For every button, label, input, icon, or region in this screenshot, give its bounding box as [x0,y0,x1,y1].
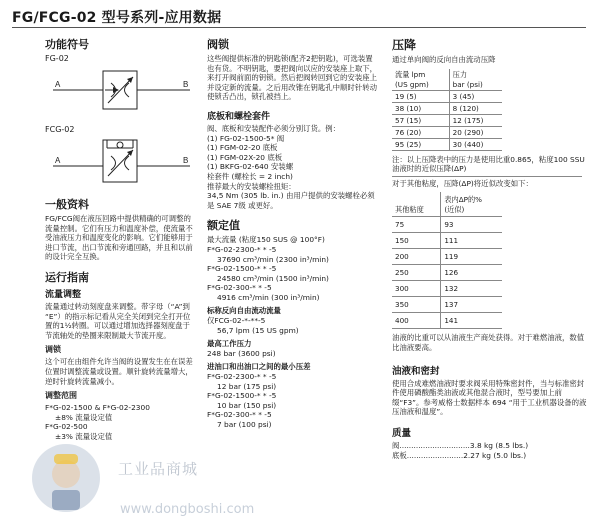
weight-row [392,441,587,451]
port-b-label: B [183,80,189,89]
oil-note: 油液的比重可以从油液生产商处获得。对于难燃油液，数值比油液要高。 [392,333,585,352]
table-row [392,281,502,297]
port-a-label: A [55,156,61,165]
table-cell: 20 (290) [449,126,502,138]
fg-symbol-label: FG-02 [45,54,69,63]
table-row [392,265,502,281]
weight-row [392,451,587,461]
reverse-flow-label: 标称反向自由流动流量 [207,306,281,316]
table-header: 其他粘度 [392,192,441,217]
table-cell: 19 (5) [392,90,449,102]
pressure-drop-table [392,69,502,151]
table-row [392,249,502,265]
max-pressure-value: 248 bar (3600 psi) [207,348,276,358]
table-header: 压力 bar (psi) [449,69,502,91]
column-left [45,36,197,442]
table-header: 流量 lpm (US gpm) [392,69,449,91]
table-row [392,297,502,313]
fcg-symbol-label: FCG-02 [45,125,75,134]
column-middle [207,36,377,430]
table-cell: 137 [441,297,502,313]
locking-heading: 调锁 [45,345,61,355]
table-cell: 119 [441,249,502,265]
table-cell: 132 [441,281,502,297]
max-flow-model: F*G-02-2300-* * -5 [207,244,277,254]
fluid-heading: 油液和密封 [392,365,440,377]
table-cell: 126 [441,265,502,281]
pressure-heading: 压降 [392,38,417,52]
table-cell: 30 (440) [449,138,502,150]
port-a-label: A [55,80,61,89]
table-cell: 75 [392,217,441,233]
min-diff-value: 10 bar (150 psi) [217,400,277,410]
title-divider [12,27,586,28]
fg-valve-symbol [45,65,197,115]
flow-adjust-heading: 流量调整 [45,289,82,300]
reverse-flow-model: 仅FCG-02-*-**-5 [207,316,266,326]
table-row [392,114,502,126]
min-diff-value: 7 bar (100 psi) [217,420,272,429]
torque-value: 34,5 Nm (305 lb. in.) 由用户提供的安装螺栓必须是 SAE 7级 或更好。 [207,191,375,210]
subplate-item: (1) BKFG-02-640 安装螺 [207,162,294,172]
weight-dots: ........................ [406,450,464,460]
range-line: F*G-02-1500 & F*G-02-2300 [45,403,150,413]
table-row [392,102,502,114]
max-flow-value: 4916 cm³/min (300 in³/min) [217,292,320,302]
max-flow-label: 最大流量 (粘度150 SUS @ 100°F) [207,235,325,245]
operation-heading: 运行指南 [45,270,89,284]
locking-text: 这个可在由组件允许当阀的设置发生在在误差位置时调整流量或设置。顺针旋转流量增大，逆时针旋转流量减小。 [45,357,193,386]
table-row [392,126,502,138]
table-cell: 141 [441,313,502,329]
max-flow-model: F*G-02-1500-* * -5 [207,264,277,274]
weight-label: 底板 [392,450,407,460]
ratings-heading: 额定值 [207,219,240,233]
reverse-flow-value: 56,7 lpm (15 US gpm) [217,325,299,335]
subplate-item: (1) FGM-02X-20 底板 [207,152,283,162]
torque-text: 推荐最大的安装螺栓扭矩： [207,181,296,191]
lock-text: 这些阀提供标准的钥匙锁(配齐2把钥匙)，可选装置也有货。不明钥匙，要把阀向以应的安装座上取下，来打开阀前面的钥锁。然后把阀转回到它的安装座上并设定新的流量。之后用改锥在钥匙孔中顺时针转动使锁舌凸出，锁孔被挡上。 [207,54,377,102]
table-cell: 400 [392,313,441,329]
min-diff-model: F*G-02-2300-* * -5 [207,372,277,382]
min-diff-model: F*G-02-1500-* * -5 [207,391,277,401]
watermark-text: 工业品商城 [118,460,199,478]
max-flow-value: 37690 cm³/min (2300 in³/min) [217,254,329,264]
table-header: 表内ΔP的% (近似) [441,192,502,217]
min-diff-value: 12 bar (175 psi) [217,381,277,391]
fcg-valve-symbol [45,136,197,186]
lock-heading: 阀锁 [207,38,229,51]
subplate-text: 阀、底板和安装配件必须分别订货。例： [207,123,341,133]
watermark-url: www.dongboshi.com [120,502,255,517]
range-line: ±8% 流量设定值 [55,412,113,422]
table-cell: 3 (45) [449,90,502,102]
range-line: F*G-02-500 [45,422,88,432]
table-row [392,138,502,150]
page-title: FG/FCG-02 型号系列-应用数据 [12,10,222,26]
table-cell: 38 (10) [392,102,449,114]
symbols-heading: 功能符号 [45,38,89,51]
table-cell: 150 [392,233,441,249]
max-flow-model: F*G-02-300-* * -5 [207,283,272,293]
table-row [392,217,502,233]
other-viscosity-text: 对于其他粘度，压降(ΔP)将近似改变如下： [392,178,533,188]
weight-heading: 质量 [392,427,412,439]
column-right [392,36,587,460]
table-row [392,90,502,102]
viscosity-table [392,192,502,329]
table-cell: 250 [392,265,441,281]
min-diff-model: F*G-02-300-* * -5 [207,410,272,420]
table-cell: 200 [392,249,441,265]
table-cell: 76 (20) [392,126,449,138]
table-cell: 12 (175) [449,114,502,126]
subplate-item: 栓套件 (螺栓长 = 2 inch) [207,171,293,181]
pressure-subtitle: 通过单向阀的反向自由流动压降 [392,55,496,64]
table-cell: 8 (120) [449,102,502,114]
min-diff-label: 进油口和出油口之间的最小压差 [207,362,311,372]
table-cell: 300 [392,281,441,297]
table-cell: 93 [441,217,502,233]
table-cell: 111 [441,233,502,249]
table-cell: 350 [392,297,441,313]
weight-label: 阀 [392,440,400,450]
table-row [392,233,502,249]
port-b-label: B [183,156,189,165]
weight-dots: .............................. [399,440,470,450]
range-line: ±3% 流量设定值 [55,431,113,441]
general-text: FG/FCG阀在液压回路中提供精确的可调整的流量控制。它们有压力和温度补偿，使流量不受油液压力和温度变化的影响。它们能够用于进口节流，出口节流和旁通回路，并且和以前的设计完全互换。 [45,214,193,262]
max-pressure-label: 最高工作压力 [207,339,252,349]
table-cell: 57 (15) [392,114,449,126]
subplate-item: (1) FG-02-1500-5* 阀 [207,133,285,143]
flow-adjust-text: 流量通过转动刻度盘来调整。带字母（“A”到 “E”）的指示标记看从完全关闭到完全打开位置的1½转圈。可以通过增加选择器刻度盘于节流轴处的垫圈来限制最大节流开度。 [45,301,191,340]
weight-value: 3.8 kg (8.5 lbs.) [469,440,529,450]
table-cell: 95 (25) [392,138,449,150]
note-text: 注：以上压降表中的压力是使用比重0.865，粘度100 SSU油液时的近似压降(ΔP) [392,154,585,174]
range-heading: 调整范围 [45,391,77,401]
subplate-heading: 底板和螺栓套件 [207,111,271,122]
subplate-item: (1) FGM-02-20 底板 [207,143,278,153]
table-row [392,313,502,329]
fluid-text: 使用合成难燃油液时要求阀采用特殊密封件，当与标准密封件使用磷酸酯类油液或其他混合液时，型号要加上前缀“F3”。参考威格士数据样本 694 “用于工业机器设备的液压油液和温度”。 [392,378,587,417]
max-flow-value: 24580 cm³/min (1500 in³/min) [217,273,329,283]
weight-value: 2.27 kg (5.0 lbs.) [463,450,527,460]
general-heading: 一般资料 [45,198,89,211]
